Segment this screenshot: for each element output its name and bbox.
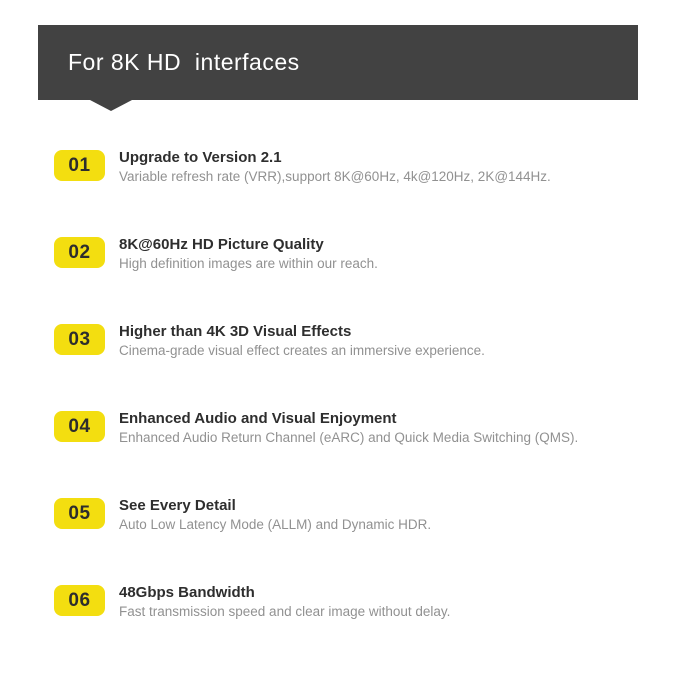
feature-title: Enhanced Audio and Visual Enjoyment [119,410,397,427]
item-number-badge: 03 [54,324,105,355]
feature-text-block [119,411,578,445]
header-banner [38,25,638,100]
feature-description: Auto Low Latency Mode (ALLM) and Dynamic HDR. [119,517,432,532]
item-number-badge: 05 [54,498,105,529]
feature-description: Enhanced Audio Return Channel (eARC) and Quick Media Switching (QMS). [119,430,579,445]
item-number-badge: 06 [54,585,105,616]
feature-text-block [119,498,431,532]
feature-text-block [119,237,378,271]
feature-description: Fast transmission speed and clear image without delay. [119,604,451,619]
feature-item-05 [54,497,644,532]
item-number-badge: 04 [54,411,105,442]
feature-description: Cinema-grade visual effect creates an immersive experience. [119,343,485,358]
feature-item-01 [54,149,644,184]
feature-description: High definition images are within our reach. [119,256,378,271]
feature-title: 8K@60Hz HD Picture Quality [119,236,324,253]
feature-item-04 [54,410,644,445]
feature-title: Higher than 4K 3D Visual Effects [119,323,352,340]
feature-item-06 [54,584,644,619]
feature-text-block [119,324,485,358]
feature-title: See Every Detail [119,497,236,514]
feature-list [54,150,644,672]
feature-item-03 [54,323,644,358]
feature-item-02 [54,236,644,271]
item-number-badge: 01 [54,150,105,181]
feature-text-block [119,150,551,184]
feature-text-block [119,585,450,619]
feature-description: Variable refresh rate (VRR),support 8K@60Hz, 4k@120Hz, 2K@144Hz. [119,169,551,184]
page-title: For 8K HD interfaces [68,49,300,75]
item-number-badge: 02 [54,237,105,268]
feature-title: Upgrade to Version 2.1 [119,149,282,166]
banner-pointer-triangle [90,100,132,111]
feature-title: 48Gbps Bandwidth [119,584,255,601]
